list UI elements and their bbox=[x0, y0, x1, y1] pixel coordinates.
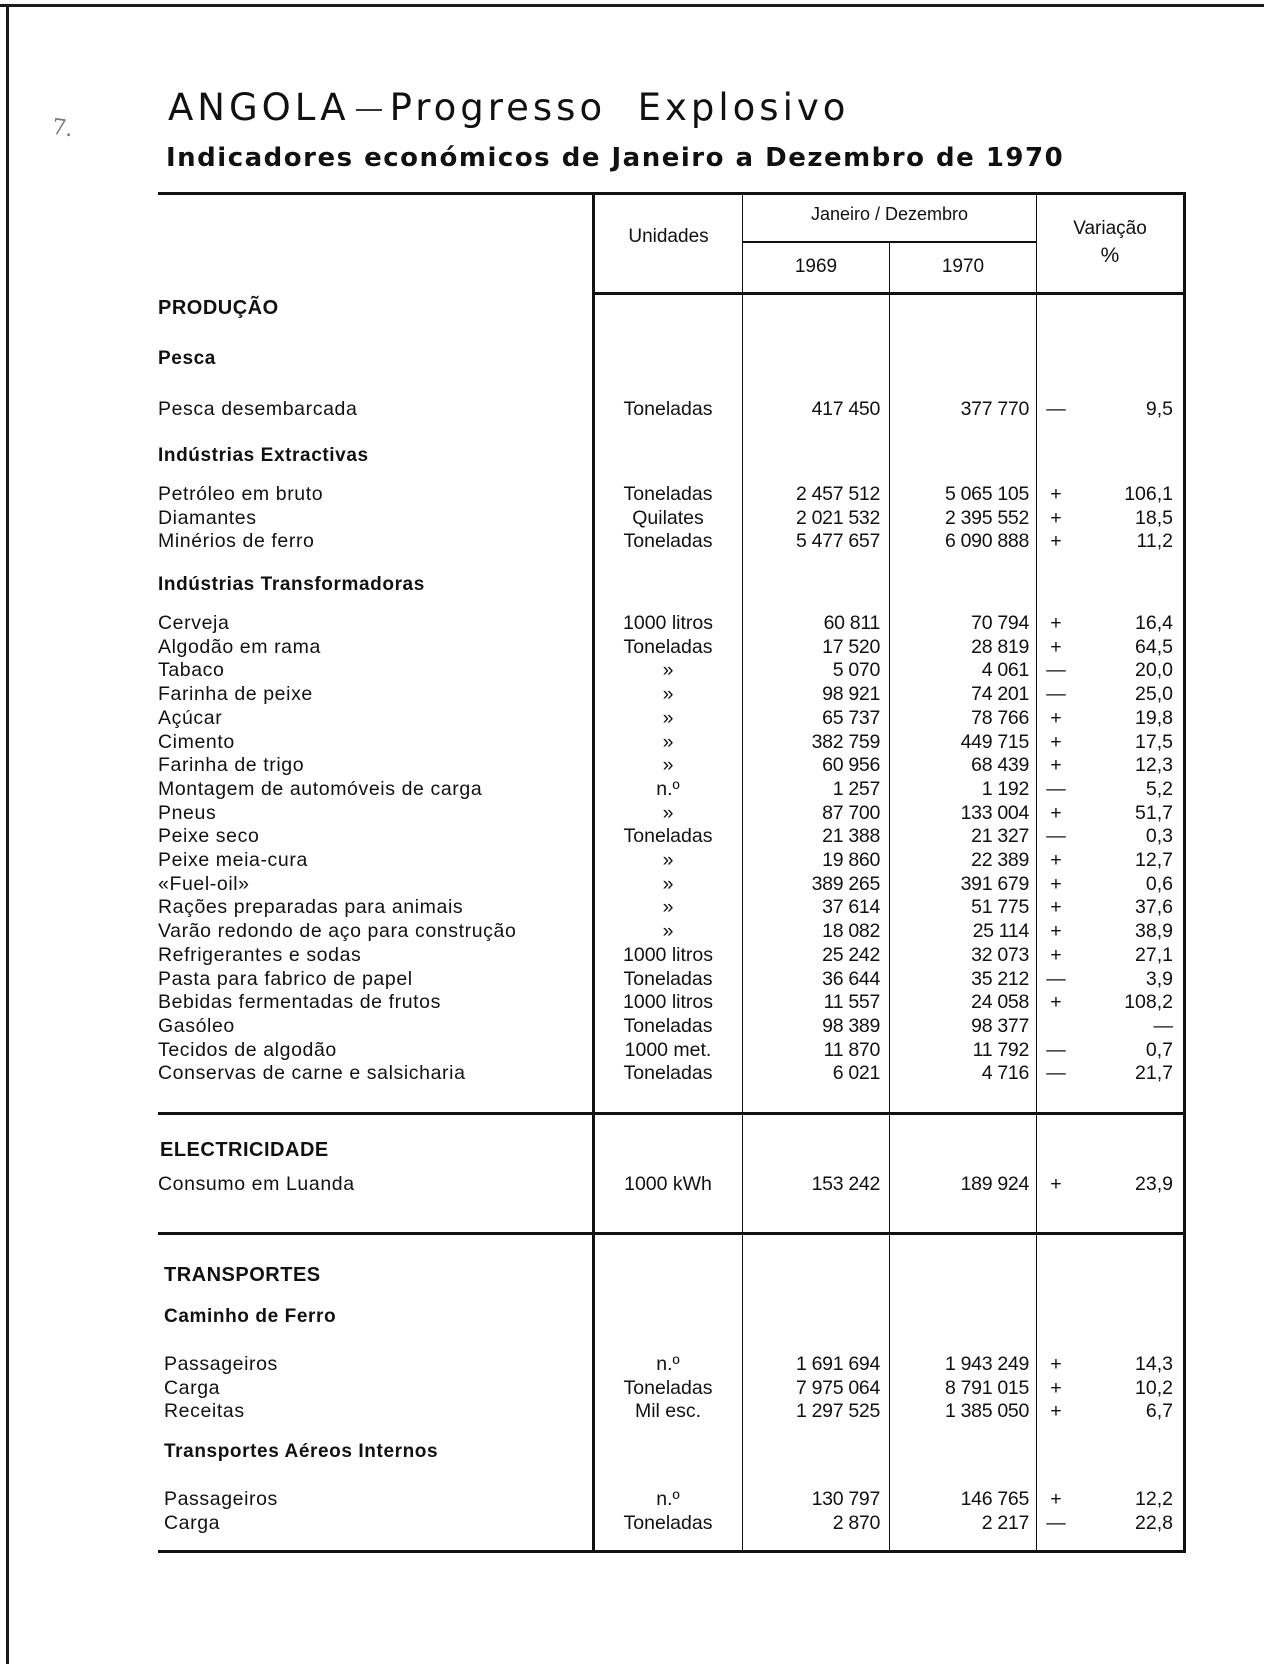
row-unit: n.º bbox=[656, 1353, 680, 1375]
table-top-rule bbox=[158, 192, 1186, 195]
row-label: Pneus bbox=[158, 801, 217, 824]
value-1969: 6 021 bbox=[832, 1062, 880, 1085]
variation-percent: 51,7 bbox=[1135, 801, 1173, 824]
table-row bbox=[158, 1061, 1186, 1085]
section-divider-transports bbox=[158, 1232, 1186, 1235]
value-1969: 7 975 064 bbox=[795, 1376, 880, 1399]
table-row bbox=[158, 1352, 1186, 1376]
variation-sign: — bbox=[1046, 683, 1066, 706]
value-1969: 11 870 bbox=[823, 1038, 880, 1061]
section-title: ELECTRICIDADE bbox=[160, 1139, 329, 1161]
variation-sign: — bbox=[1046, 967, 1066, 990]
value-1970: 98 377 bbox=[971, 1014, 1029, 1037]
variation-sign: — bbox=[1046, 1511, 1066, 1534]
row-unit: Toneladas bbox=[623, 483, 713, 505]
table-row bbox=[158, 682, 1186, 706]
value-1969: 98 389 bbox=[822, 1014, 880, 1037]
value-1970: 391 679 bbox=[960, 872, 1029, 895]
variation-sign: + bbox=[1050, 754, 1062, 777]
variation-percent: 9,5 bbox=[1145, 398, 1173, 420]
value-1969: 18 082 bbox=[822, 920, 880, 943]
variation-percent: 11,2 bbox=[1136, 530, 1173, 553]
row-unit: » bbox=[662, 754, 674, 777]
value-1970: 6 090 888 bbox=[944, 530, 1029, 553]
variation-percent: 10,2 bbox=[1135, 1376, 1173, 1399]
value-1969: 2 021 532 bbox=[795, 506, 880, 529]
table-row bbox=[158, 777, 1186, 801]
row-label: Passageiros bbox=[164, 1488, 278, 1510]
value-1969: 37 614 bbox=[822, 896, 880, 919]
row-label: Passageiros bbox=[164, 1353, 278, 1375]
row-unit: » bbox=[662, 659, 674, 682]
group-title: Indústrias Extractivas bbox=[158, 445, 369, 466]
variation-percent: 14,3 bbox=[1135, 1353, 1173, 1375]
table-row bbox=[158, 658, 1186, 682]
row-unit: » bbox=[662, 896, 674, 919]
variation-sign: + bbox=[1050, 1400, 1062, 1423]
variation-percent: 20,0 bbox=[1135, 659, 1173, 682]
scan-border-top bbox=[0, 4, 1264, 7]
row-unit: 1000 met. bbox=[624, 1038, 712, 1061]
table-row bbox=[158, 943, 1186, 967]
value-1969: 5 070 bbox=[832, 659, 880, 682]
variation-percent: 3,9 bbox=[1145, 967, 1173, 990]
row-unit: Toneladas bbox=[623, 967, 713, 990]
value-1969: 382 759 bbox=[811, 730, 880, 753]
row-label: Refrigerantes e sodas bbox=[158, 943, 362, 966]
group-title: Indústrias Transformadoras bbox=[158, 574, 425, 595]
table-bottom-rule bbox=[158, 1550, 1186, 1553]
table-row bbox=[158, 730, 1186, 754]
row-unit: 1000 litros bbox=[623, 991, 713, 1014]
value-1970: 70 794 bbox=[971, 612, 1029, 634]
section-divider-electricity bbox=[158, 1112, 1186, 1115]
row-unit: » bbox=[662, 872, 674, 895]
table-row bbox=[158, 1376, 1186, 1400]
table-row bbox=[158, 1511, 1186, 1535]
variation-percent: 25,0 bbox=[1135, 683, 1173, 706]
table-row bbox=[158, 919, 1186, 943]
table-row bbox=[158, 1014, 1186, 1038]
table-row bbox=[158, 506, 1186, 530]
table-row bbox=[158, 990, 1186, 1014]
row-unit: n.º bbox=[656, 1488, 680, 1510]
row-unit: » bbox=[662, 683, 674, 706]
variation-sign: + bbox=[1050, 896, 1062, 919]
value-1970: 146 765 bbox=[960, 1488, 1029, 1510]
variation-percent: 12,2 bbox=[1135, 1488, 1173, 1510]
row-unit: » bbox=[662, 801, 674, 824]
row-unit: 1000 kWh bbox=[624, 1173, 712, 1195]
value-1969: 11 557 bbox=[823, 991, 880, 1014]
variation-sign: — bbox=[1046, 398, 1066, 420]
row-unit: Toneladas bbox=[623, 530, 713, 553]
value-1970: 28 819 bbox=[971, 635, 1029, 658]
variation-sign: + bbox=[1050, 849, 1062, 871]
value-1970: 35 212 bbox=[971, 967, 1029, 990]
row-label: Açúcar bbox=[158, 706, 223, 729]
table-row bbox=[158, 801, 1186, 825]
row-label: Consumo em Luanda bbox=[158, 1173, 355, 1195]
row-unit: » bbox=[662, 920, 674, 943]
row-label: Carga bbox=[164, 1511, 221, 1534]
row-label: Varão redondo de aço para construção bbox=[158, 920, 517, 943]
variation-percent: 6,7 bbox=[1145, 1400, 1173, 1423]
variation-sign: + bbox=[1050, 1376, 1062, 1399]
title-dash bbox=[356, 109, 382, 111]
row-unit: Toneladas bbox=[623, 398, 713, 420]
table-row bbox=[158, 611, 1186, 635]
row-label: Bebidas fermentadas de frutos bbox=[158, 991, 441, 1014]
variation-percent: 38,9 bbox=[1135, 920, 1173, 943]
section-title: PRODUÇÃO bbox=[158, 297, 279, 319]
variation-percent: 64,5 bbox=[1135, 635, 1173, 658]
group-title: Transportes Aéreos Internos bbox=[164, 1441, 439, 1462]
table-row bbox=[158, 848, 1186, 872]
variation-percent: 16,4 bbox=[1135, 612, 1173, 634]
table-row bbox=[158, 1038, 1186, 1062]
variation-sign: + bbox=[1050, 1173, 1062, 1195]
variation-sign: + bbox=[1050, 943, 1062, 966]
row-label: Receitas bbox=[164, 1400, 245, 1423]
variation-sign: + bbox=[1050, 506, 1062, 529]
value-1970: 377 770 bbox=[960, 398, 1029, 420]
title-country: ANGOLA bbox=[168, 86, 350, 129]
row-label: Montagem de automóveis de carga bbox=[158, 777, 483, 800]
row-unit: Mil esc. bbox=[634, 1400, 702, 1423]
value-1969: 130 797 bbox=[811, 1488, 880, 1510]
value-1970: 4 716 bbox=[981, 1062, 1029, 1085]
row-label: Farinha de peixe bbox=[158, 683, 313, 706]
value-1969: 1 297 525 bbox=[795, 1400, 880, 1423]
document-subtitle: Indicadores económicos de Janeiro a Dezembro de 1970 bbox=[166, 143, 1065, 173]
variation-percent: 0,3 bbox=[1145, 825, 1173, 848]
row-label: Minérios de ferro bbox=[158, 530, 315, 553]
table-row bbox=[158, 1399, 1186, 1423]
variation-percent: — bbox=[1153, 1014, 1173, 1037]
variation-percent: 23,9 bbox=[1135, 1173, 1173, 1195]
variation-percent: 12,7 bbox=[1135, 849, 1173, 871]
row-label: Pasta para fabrico de papel bbox=[158, 967, 413, 990]
value-1970: 32 073 bbox=[971, 943, 1029, 966]
value-1970: 2 395 552 bbox=[944, 506, 1029, 529]
value-1970: 51 775 bbox=[971, 896, 1029, 919]
table-row bbox=[158, 967, 1186, 991]
row-label: Peixe meia-cura bbox=[158, 849, 308, 871]
value-1969: 19 860 bbox=[822, 849, 880, 871]
header-year-1970: 1970 bbox=[941, 256, 985, 277]
table-row bbox=[158, 635, 1186, 659]
row-label: Pesca desembarcada bbox=[158, 398, 358, 420]
row-unit: Toneladas bbox=[623, 1376, 713, 1399]
variation-sign: + bbox=[1050, 991, 1062, 1014]
value-1969: 153 242 bbox=[811, 1173, 880, 1195]
table-row bbox=[158, 824, 1186, 848]
variation-percent: 37,6 bbox=[1135, 896, 1173, 919]
row-label: Cerveja bbox=[158, 612, 230, 634]
value-1970: 449 715 bbox=[960, 730, 1029, 753]
variation-percent: 12,3 bbox=[1135, 754, 1173, 777]
row-label: Farinha de trigo bbox=[158, 754, 305, 777]
variation-percent: 108,2 bbox=[1124, 991, 1173, 1014]
row-label: Rações preparadas para animais bbox=[158, 896, 464, 919]
row-unit: 1000 litros bbox=[623, 612, 713, 634]
indicators-table bbox=[158, 192, 1186, 1554]
variation-sign: + bbox=[1050, 1488, 1062, 1510]
variation-sign: + bbox=[1050, 635, 1062, 658]
header-units: Unidades bbox=[628, 226, 709, 247]
row-unit: n.º bbox=[656, 777, 680, 800]
variation-sign: — bbox=[1046, 1038, 1066, 1061]
value-1970: 11 792 bbox=[972, 1038, 1029, 1061]
row-unit: Toneladas bbox=[623, 635, 713, 658]
variation-sign: + bbox=[1050, 801, 1062, 824]
variation-percent: 0,6 bbox=[1145, 872, 1173, 895]
row-label: Cimento bbox=[158, 730, 235, 753]
value-1969: 389 265 bbox=[811, 872, 880, 895]
value-1970: 24 058 bbox=[971, 991, 1029, 1014]
value-1970: 4 061 bbox=[981, 659, 1029, 682]
title-tagline: Progresso Explosivo bbox=[389, 86, 850, 129]
group-title: Pesca bbox=[158, 348, 216, 369]
row-label: Peixe seco bbox=[158, 825, 260, 848]
variation-percent: 19,8 bbox=[1135, 706, 1173, 729]
header-period: Janeiro / Dezembro bbox=[810, 204, 969, 224]
table-row bbox=[158, 482, 1186, 506]
table-row bbox=[158, 872, 1186, 896]
value-1969: 1 691 694 bbox=[795, 1353, 880, 1375]
header-variation: Variação bbox=[1073, 218, 1147, 239]
variation-percent: 0,7 bbox=[1145, 1038, 1173, 1061]
variation-sign: + bbox=[1050, 706, 1062, 729]
row-label: Conservas de carne e salsicharia bbox=[158, 1062, 466, 1085]
value-1969: 5 477 657 bbox=[795, 530, 880, 553]
table-row bbox=[158, 895, 1186, 919]
value-1970: 1 943 249 bbox=[944, 1353, 1029, 1375]
value-1969: 25 242 bbox=[822, 943, 880, 966]
value-1970: 22 389 bbox=[971, 849, 1029, 871]
variation-sign: + bbox=[1050, 483, 1062, 505]
value-1969: 21 388 bbox=[822, 825, 880, 848]
value-1970: 21 327 bbox=[971, 825, 1029, 848]
value-1970: 2 217 bbox=[981, 1511, 1029, 1534]
value-1969: 417 450 bbox=[811, 398, 880, 420]
variation-percent: 17,5 bbox=[1135, 730, 1173, 753]
variation-percent: 106,1 bbox=[1124, 483, 1173, 505]
row-label: Carga bbox=[164, 1376, 221, 1399]
value-1969: 60 811 bbox=[823, 612, 880, 634]
row-label: Tecidos de algodão bbox=[158, 1038, 337, 1061]
document-title bbox=[168, 86, 849, 129]
variation-sign: + bbox=[1050, 872, 1062, 895]
row-unit: » bbox=[662, 730, 674, 753]
variation-percent: 5,2 bbox=[1145, 777, 1173, 800]
row-label: Gasóleo bbox=[158, 1014, 235, 1037]
variation-sign: — bbox=[1046, 777, 1066, 800]
value-1969: 2 870 bbox=[832, 1511, 880, 1534]
variation-percent: 22,8 bbox=[1135, 1511, 1173, 1534]
variation-sign: + bbox=[1050, 612, 1062, 634]
value-1970: 78 766 bbox=[971, 706, 1029, 729]
table-row bbox=[158, 706, 1186, 730]
variation-percent: 27,1 bbox=[1135, 943, 1173, 966]
variation-sign: + bbox=[1050, 920, 1062, 943]
value-1970: 189 924 bbox=[960, 1173, 1029, 1195]
row-unit: Toneladas bbox=[623, 1062, 713, 1085]
row-label: Algodão em rama bbox=[158, 635, 321, 658]
variation-sign: + bbox=[1050, 1353, 1062, 1375]
header-variation-percent: % bbox=[1100, 244, 1120, 267]
table-row bbox=[158, 753, 1186, 777]
value-1970: 25 114 bbox=[972, 920, 1029, 943]
value-1969: 87 700 bbox=[822, 801, 880, 824]
table-row bbox=[158, 1172, 1186, 1196]
value-1970: 8 791 015 bbox=[944, 1376, 1029, 1399]
value-1970: 68 439 bbox=[971, 754, 1029, 777]
row-unit: 1000 litros bbox=[623, 943, 713, 966]
row-unit: » bbox=[662, 706, 674, 729]
row-unit: Quilates bbox=[632, 506, 704, 529]
table-row bbox=[158, 529, 1186, 553]
header-year-1969: 1969 bbox=[794, 256, 838, 277]
value-1969: 17 520 bbox=[822, 635, 880, 658]
value-1969: 2 457 512 bbox=[795, 483, 880, 505]
row-label: Petróleo em bruto bbox=[158, 483, 324, 505]
value-1969: 60 956 bbox=[822, 754, 880, 777]
value-1969: 98 921 bbox=[822, 683, 880, 706]
value-1970: 74 201 bbox=[971, 683, 1029, 706]
row-unit: Toneladas bbox=[623, 825, 713, 848]
value-1969: 36 644 bbox=[822, 967, 880, 990]
group-title: Caminho de Ferro bbox=[164, 1306, 337, 1327]
row-unit: » bbox=[662, 849, 674, 871]
margin-annotation: 7. bbox=[50, 114, 75, 143]
value-1970: 1 192 bbox=[981, 777, 1029, 800]
variation-percent: 18,5 bbox=[1135, 506, 1173, 529]
variation-sign: — bbox=[1046, 659, 1066, 682]
scan-border-left bbox=[6, 4, 9, 1664]
table-row bbox=[158, 1487, 1186, 1511]
row-label: Diamantes bbox=[158, 506, 257, 529]
row-label: «Fuel-oil» bbox=[158, 872, 250, 895]
table-row bbox=[158, 397, 1186, 421]
variation-sign: + bbox=[1050, 530, 1062, 553]
value-1969: 65 737 bbox=[822, 706, 880, 729]
value-1970: 133 004 bbox=[960, 801, 1029, 824]
row-label: Tabaco bbox=[158, 659, 225, 682]
row-unit: Toneladas bbox=[623, 1014, 713, 1037]
row-unit: Toneladas bbox=[623, 1511, 713, 1534]
variation-sign: — bbox=[1046, 825, 1066, 848]
variation-percent: 21,7 bbox=[1135, 1062, 1173, 1085]
section-title: TRANSPORTES bbox=[164, 1264, 321, 1286]
variation-sign: + bbox=[1050, 730, 1062, 753]
value-1970: 5 065 105 bbox=[944, 483, 1029, 505]
variation-sign: — bbox=[1046, 1062, 1066, 1085]
value-1969: 1 257 bbox=[832, 777, 880, 800]
value-1970: 1 385 050 bbox=[944, 1400, 1029, 1423]
